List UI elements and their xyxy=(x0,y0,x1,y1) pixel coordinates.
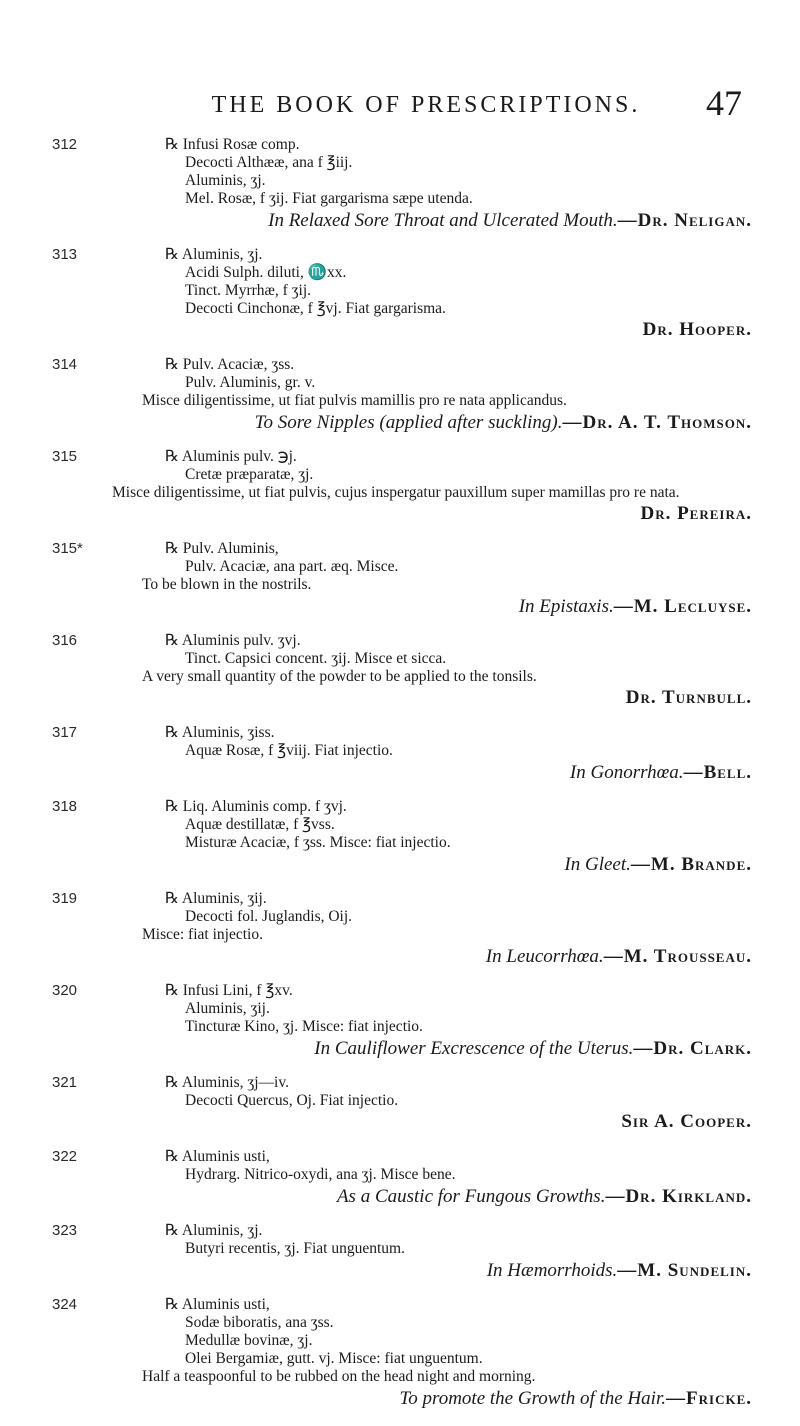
recipe-line: ℞ Aluminis, ʒiss. xyxy=(165,724,275,741)
recipe-line: ℞ Aluminis, ʒj. xyxy=(165,1222,263,1239)
recipe-line: Olei Bergamiæ, gutt. vj. Misce: fiat unguentum. xyxy=(185,1350,483,1367)
author-name: —Dr. Neligan. xyxy=(617,210,752,231)
prescription-number: 323 xyxy=(52,1222,78,1239)
direction-text: Misce diligentissime, ut fiat pulvis mamillis pro re nata applicandus. xyxy=(142,392,567,409)
recipe-line: Tincturæ Kino, ʒj. Misce: fiat injectio. xyxy=(185,1018,423,1035)
prescription-number: 320 xyxy=(52,982,78,999)
prescription-number: 313 xyxy=(52,246,78,263)
attribution-line xyxy=(52,1260,752,1282)
recipe-line: ℞ Infusi Lini, f ℥xv. xyxy=(165,982,293,999)
prescription-number: 312 xyxy=(52,136,78,153)
condition-text: To promote the Growth of the Hair. xyxy=(399,1388,667,1409)
prescription-number: 324 xyxy=(52,1296,78,1313)
prescription-number: 317 xyxy=(52,724,78,741)
recipe-line: Cretæ præparatæ, ʒj. xyxy=(185,466,314,483)
page-number: 47 xyxy=(706,83,742,123)
recipe-line: Hydrarg. Nitrico-oxydi, ana ʒj. Misce bene. xyxy=(185,1166,456,1183)
prescription-number: 318 xyxy=(52,798,78,815)
condition-text: In Cauliflower Excrescence of the Uterus. xyxy=(314,1038,634,1059)
prescription-number: 322 xyxy=(52,1148,78,1165)
author-name: —Dr. A. T. Thomson. xyxy=(562,412,752,433)
recipe-line: ℞ Liq. Aluminis comp. f ʒvj. xyxy=(165,798,347,815)
recipe-line: Aquæ Rosæ, f ℥viij. Fiat injectio. xyxy=(185,742,393,759)
direction-text: Half a teaspoonful to be rubbed on the head night and morning. xyxy=(142,1368,536,1385)
author-name: —Dr. Clark. xyxy=(633,1038,752,1059)
prescription-entry xyxy=(52,1222,752,1282)
recipe-line: Aquæ destillatæ, f ℥vss. xyxy=(185,816,335,833)
attribution-line xyxy=(52,946,752,968)
recipe-line: Aluminis, ʒj. xyxy=(185,172,266,189)
recipe-line: Acidi Sulph. diluti, ♏xx. xyxy=(185,264,347,281)
condition-text: In Gleet. xyxy=(564,854,631,875)
recipe-block xyxy=(52,632,752,668)
prescription-entry xyxy=(52,632,752,710)
recipe-block xyxy=(52,246,752,318)
recipe-line: ℞ Pulv. Acaciæ, ʒss. xyxy=(165,356,295,373)
prescription-number: 316 xyxy=(52,632,78,649)
attribution-line xyxy=(52,1038,752,1060)
page-header xyxy=(50,83,742,126)
recipe-line: Decocti Quercus, Oj. Fiat injectio. xyxy=(185,1092,399,1109)
running-head: THE BOOK OF PRESCRIPTIONS. xyxy=(211,92,641,118)
attribution-line xyxy=(52,854,752,876)
attribution-line xyxy=(52,210,752,232)
author-name: Sir A. Cooper. xyxy=(621,1111,752,1132)
prescription-entry xyxy=(52,724,752,784)
prescription-number: 321 xyxy=(52,1074,78,1091)
recipe-block xyxy=(52,448,752,484)
recipe-line: ℞ Aluminis, ʒij. xyxy=(165,890,267,907)
recipe-line: Decocti fol. Juglandis, Oij. xyxy=(185,908,353,925)
recipe-line: ℞ Infusi Rosæ comp. xyxy=(165,136,300,153)
prescription-number: 319 xyxy=(52,890,78,907)
recipe-block xyxy=(52,540,752,576)
recipe-line: Tinct. Myrrhæ, f ʒij. xyxy=(185,282,312,299)
direction-text: Misce diligentissime, ut fiat pulvis, cujus inspergatur pauxillum super mamillas pro re nata. xyxy=(112,484,680,501)
recipe-block xyxy=(52,136,752,208)
recipe-line: Decocti Cinchonæ, f ℥vj. Fiat gargarisma. xyxy=(185,300,446,317)
prescription-entry xyxy=(52,1074,752,1134)
recipe-block xyxy=(52,1296,752,1368)
author-name: —M. Brande. xyxy=(630,854,752,875)
direction-text: A very small quantity of the powder to be applied to the tonsils. xyxy=(142,668,537,685)
recipe-line: ℞ Aluminis pulv. ʒvj. xyxy=(165,632,301,649)
condition-text: In Epistaxis. xyxy=(518,596,614,617)
author-name: —M. Lecluyse. xyxy=(613,596,752,617)
prescription-entry xyxy=(52,246,752,342)
prescription-entry xyxy=(52,1148,752,1208)
recipe-line: ℞ Aluminis, ʒj. xyxy=(165,246,263,263)
prescription-entry xyxy=(52,136,752,232)
recipe-line: ℞ Aluminis pulv. ℈j. xyxy=(165,448,297,465)
prescription-entry xyxy=(52,798,752,876)
recipe-line: Misturæ Acaciæ, f ʒss. Misce: fiat injectio. xyxy=(185,834,451,851)
author-name: Dr. Turnbull. xyxy=(625,687,752,708)
author-name: —Bell. xyxy=(683,762,752,783)
direction-text: To be blown in the nostrils. xyxy=(142,576,312,593)
condition-text: As a Caustic for Fungous Growths. xyxy=(336,1186,606,1207)
attribution-line xyxy=(52,1388,752,1410)
condition-text: In Relaxed Sore Throat and Ulcerated Mouth. xyxy=(268,210,618,231)
recipe-line: ℞ Aluminis usti, xyxy=(165,1296,270,1313)
prescription-list xyxy=(52,136,752,1424)
recipe-line: ℞ Aluminis, ʒj—iv. xyxy=(165,1074,289,1091)
prescription-entry xyxy=(52,890,752,968)
recipe-block xyxy=(52,1074,752,1110)
recipe-line: Sodæ biboratis, ana ʒss. xyxy=(185,1314,334,1331)
condition-text: To Sore Nipples (applied after suckling). xyxy=(254,412,563,433)
prescription-number: 314 xyxy=(52,356,78,373)
author-name: Dr. Pereira. xyxy=(640,503,752,524)
recipe-line: ℞ Aluminis usti, xyxy=(165,1148,270,1165)
recipe-line: Aluminis, ʒij. xyxy=(185,1000,270,1017)
attribution-line xyxy=(52,596,752,618)
direction-text: Misce: fiat injectio. xyxy=(142,926,263,943)
recipe-line: Medullæ bovinæ, ʒj. xyxy=(185,1332,313,1349)
condition-text: In Leucorrhœa. xyxy=(485,946,604,967)
prescription-entry xyxy=(52,356,752,434)
author-name: —M. Sundelin. xyxy=(617,1260,752,1281)
condition-text: In Hæmorrhoids. xyxy=(486,1260,618,1281)
prescription-number: 315* xyxy=(52,540,83,557)
condition-text: In Gonorrhœa. xyxy=(569,762,684,783)
recipe-block xyxy=(52,890,752,926)
author-name: —M. Trousseau. xyxy=(603,946,752,967)
recipe-line: Butyri recentis, ʒj. Fiat unguentum. xyxy=(185,1240,405,1257)
recipe-line: Pulv. Aluminis, gr. v. xyxy=(185,374,316,391)
recipe-line: Mel. Rosæ, f ʒij. Fiat gargarisma sæpe utenda. xyxy=(185,190,473,207)
recipe-line: Pulv. Acaciæ, ana part. æq. Misce. xyxy=(185,558,399,575)
recipe-block xyxy=(52,356,752,392)
prescription-entry xyxy=(52,448,752,526)
prescription-entry xyxy=(52,1296,752,1410)
recipe-block xyxy=(52,982,752,1036)
author-name: —Fricke. xyxy=(666,1388,752,1409)
prescription-entry xyxy=(52,540,752,618)
recipe-block xyxy=(52,724,752,760)
attribution-line xyxy=(52,412,752,434)
recipe-block xyxy=(52,798,752,852)
recipe-line: Tinct. Capsici concent. ʒij. Misce et sicca. xyxy=(185,650,447,667)
recipe-block xyxy=(52,1148,752,1184)
prescription-entry xyxy=(52,982,752,1060)
prescription-number: 315 xyxy=(52,448,78,465)
author-name: Dr. Hooper. xyxy=(642,319,752,340)
recipe-block xyxy=(52,1222,752,1258)
attribution-line xyxy=(52,762,752,784)
recipe-line: Decocti Althææ, ana f ℥iij. xyxy=(185,154,353,171)
author-name: —Dr. Kirkland. xyxy=(605,1186,752,1207)
recipe-line: ℞ Pulv. Aluminis, xyxy=(165,540,279,557)
attribution-line xyxy=(52,1186,752,1208)
